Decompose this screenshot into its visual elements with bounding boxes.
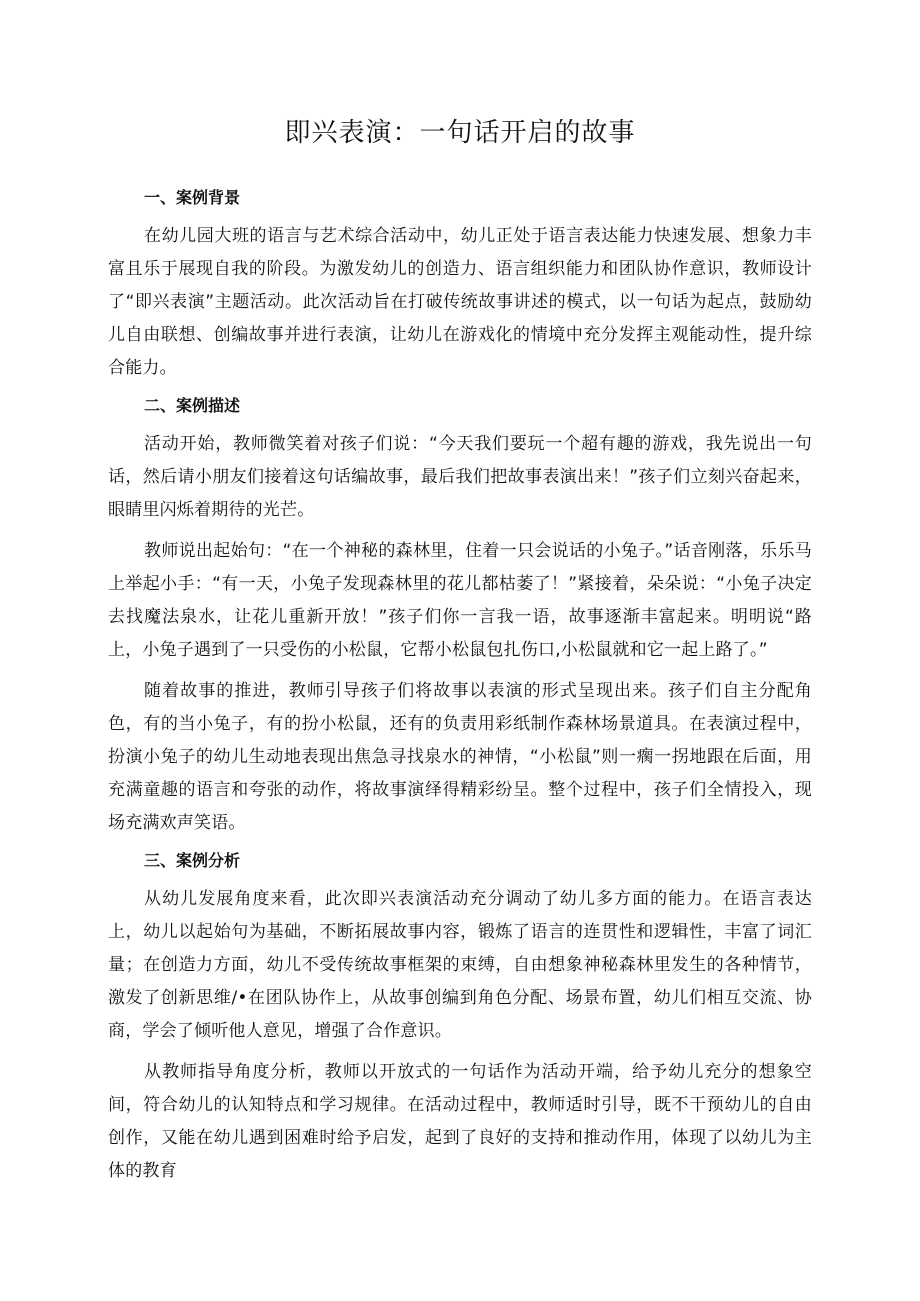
- section-description: [108, 393, 812, 840]
- section-heading: 二、案例描述: [144, 396, 241, 415]
- paragraph: 在幼儿园大班的语言与艺术综合活动中，幼儿正处于语言表达能力快速发展、想象力丰富且乐于展现自我的阶段。为激发幼儿的创造力、语言组织能力和团队协作意识，教师设计了“即兴表演”主题活动。此次活动旨在打破传统故事讲述的模式，以一句话为起点，鼓励幼儿自由联想、创编故事并进行表演，让幼儿在游戏化的情境中充分发挥主观能动性，提升综合能力。: [108, 226, 812, 378]
- paragraph: 活动开始，教师微笑着对孩子们说：“今天我们要玩一个超有趣的游戏，我先说出一句话，然后请小朋友们接着这句话编故事，最后我们把故事表演出来！”孩子们立刻兴奋起来，眼睛里闪烁着期待的光芒。: [108, 434, 812, 520]
- section-heading: 一、案例背景: [144, 188, 241, 207]
- section-background: [108, 185, 812, 385]
- paragraph: 从教师指导角度分析，教师以开放式的一句话作为活动开端，给予幼儿充分的想象空间，符合幼儿的认知特点和学习规律。在活动过程中，教师适时引导，既不干预幼儿的自由创作，又能在幼儿遇到困难时给予启发，起到了良好的支持和推动作用，体现了以幼儿为主体的教育: [108, 1062, 812, 1181]
- paragraph: 教师说出起始句：“在一个神秘的森林里，住着一只会说话的小兔子。”话音刚落，乐乐马上举起小手：“有一天，小兔子发现森林里的花儿都枯萎了！”紧接着，朵朵说：“小兔子决定去找魔法泉水，让花儿重新开放！”孩子们你一言我一语，故事逐渐丰富起来。明明说“路上，小兔子遇到了一只受伤的小松鼠，它帮小松鼠包扎伤口,小松鼠就和它一起上路了。”: [108, 541, 812, 660]
- paragraph: 随着故事的推进，教师引导孩子们将故事以表演的形式呈现出来。孩子们自主分配角色，有的当小兔子，有的扮小松鼠，还有的负责用彩纸制作森林场景道具。在表演过程中，扮演小兔子的幼儿生动地表现出焦急寻找泉水的神情，“小松鼠”则一瘸一拐地跟在后面，用充满童趣的语言和夸张的动作，将故事演绎得精彩纷呈。整个过程中，孩子们全情投入，现场充满欢声笑语。: [108, 681, 812, 833]
- paragraph: 从幼儿发展角度来看，此次即兴表演活动充分调动了幼儿多方面的能力。在语言表达上，幼儿以起始句为基础，不断拓展故事内容，锻炼了语言的连贯性和逻辑性，丰富了词汇量；在创造力方面，幼儿不受传统故事框架的束缚，自由想象神秘森林里发生的各种情节，激发了创新思维/•在团队协作上，从故事创编到角色分配、场景布置，幼儿们相互交流、协商，学会了倾听他人意见，增强了合作意识。: [108, 889, 812, 1041]
- document-title: 即兴表演：一句话开启的故事: [284, 118, 636, 148]
- section-heading: 三、案例分析: [144, 851, 241, 870]
- section-analysis: [108, 848, 812, 1188]
